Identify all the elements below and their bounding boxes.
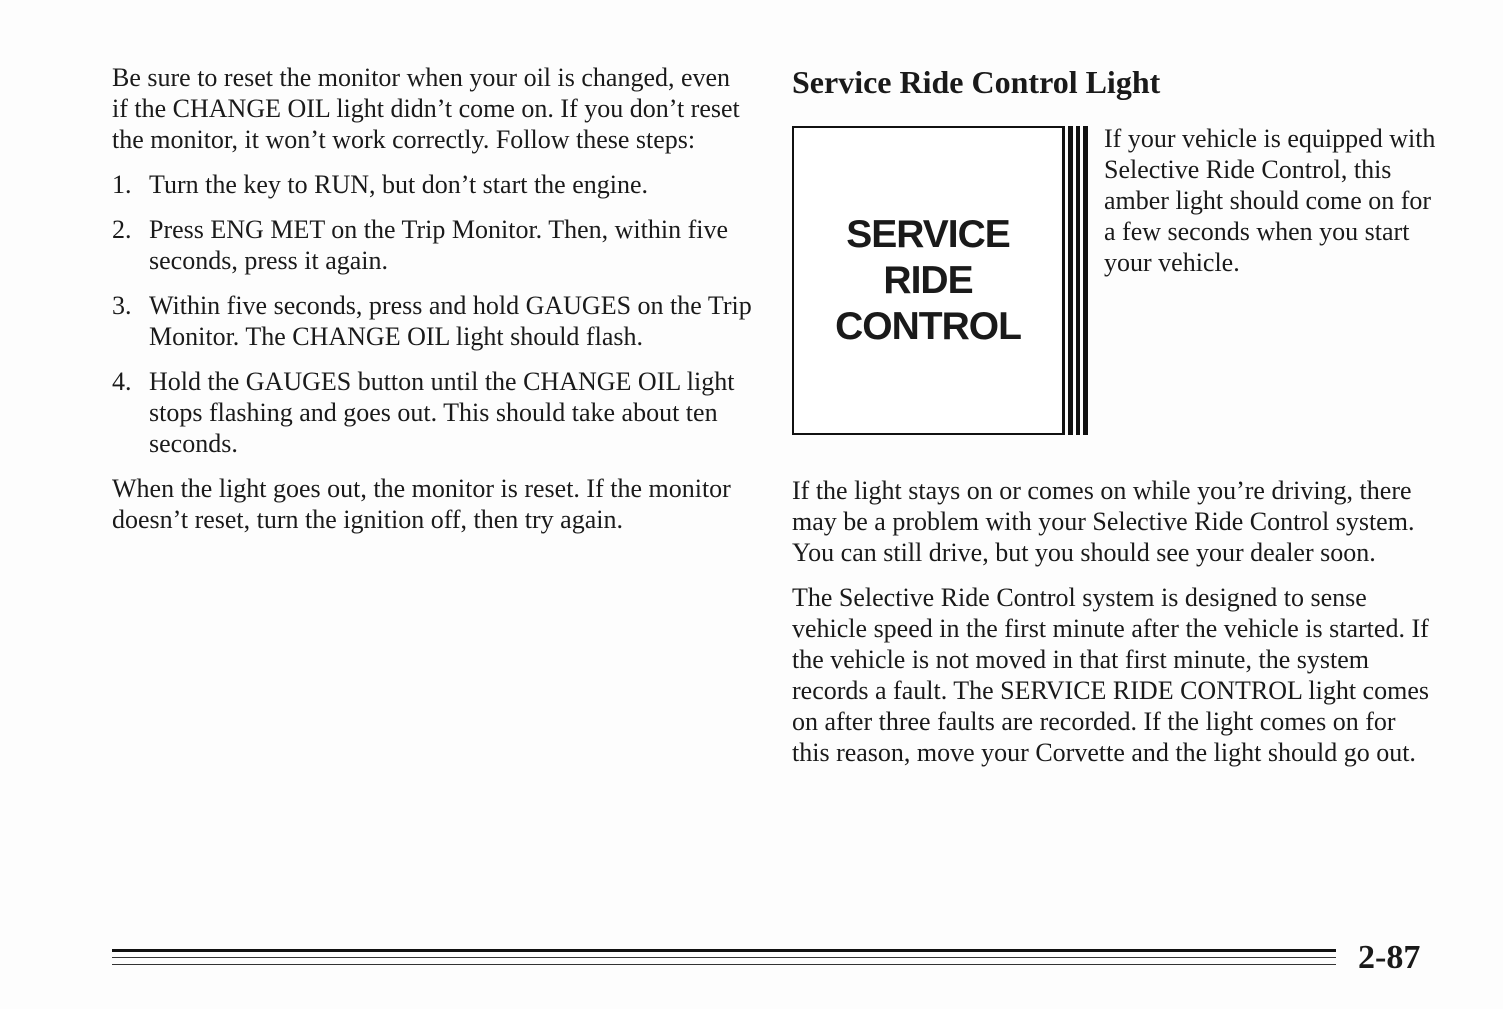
- step-number: 4.: [112, 367, 132, 396]
- edge-bar: [1068, 126, 1073, 435]
- edge-bar: [1062, 126, 1065, 435]
- list-item: [112, 169, 752, 200]
- outro-paragraph: When the light goes out, the monitor is reset. If the monitor doesn’t reset, turn the ignition off, then try again.: [112, 474, 731, 534]
- reset-steps-list: [112, 169, 752, 459]
- footer-rule: [112, 964, 1336, 965]
- indicator-line: SERVICE: [846, 213, 1010, 256]
- step-text: Turn the key to RUN, but don’t start the engine.: [149, 170, 649, 199]
- intro-paragraph: Be sure to reset the monitor when your oil is changed, even if the CHANGE OIL light didn’t come on. If you don’t reset the monitor, it won’t work correctly. Follow these steps:: [112, 63, 740, 154]
- left-column: [112, 62, 752, 549]
- step-text: Hold the GAUGES button until the CHANGE OIL light stops flashing and goes out. This should take about ten seconds.: [149, 367, 735, 458]
- indicator-line: RIDE: [883, 259, 973, 302]
- footer-rule: [112, 949, 1336, 952]
- page-number: 2-87: [1358, 939, 1421, 976]
- service-ride-control-indicator: [792, 126, 1064, 435]
- step-number: 1.: [112, 170, 132, 199]
- indicator-description: If your vehicle is equipped with Selective Ride Control, this amber light should come on for a few seconds when you start your vehicle.: [1104, 124, 1436, 277]
- list-item: [112, 214, 752, 276]
- indicator-edge-bars: [1062, 126, 1088, 435]
- step-number: 3.: [112, 291, 132, 320]
- body-paragraph: The Selective Ride Control system is designed to sense vehicle speed in the first minute after the vehicle is started. If the vehicle is not moved in that first minute, the system records a fault. The SERVICE RIDE CONTROL light comes on after three faults are recorded. If the light comes on for this reason, move your Corvette and the light should go out.: [792, 583, 1429, 767]
- step-text: Press ENG MET on the Trip Monitor. Then, within five seconds, press it again.: [149, 215, 728, 275]
- body-paragraph: If the light stays on or comes on while you’re driving, there may be a problem with your Selective Ride Control system. You can still drive, but you should see your dealer soon.: [792, 476, 1415, 567]
- right-column: [792, 475, 1432, 782]
- list-item: [112, 290, 752, 352]
- step-number: 2.: [112, 215, 132, 244]
- section-heading: Service Ride Control Light: [792, 64, 1161, 100]
- edge-bar: [1076, 126, 1080, 435]
- indicator-line: CONTROL: [835, 305, 1021, 348]
- list-item: [112, 366, 752, 459]
- footer-rule: [112, 957, 1336, 958]
- indicator-label: [794, 212, 1062, 350]
- step-text: Within five seconds, press and hold GAUGES on the Trip Monitor. The CHANGE OIL light should flash.: [149, 291, 752, 351]
- edge-bar: [1083, 126, 1088, 435]
